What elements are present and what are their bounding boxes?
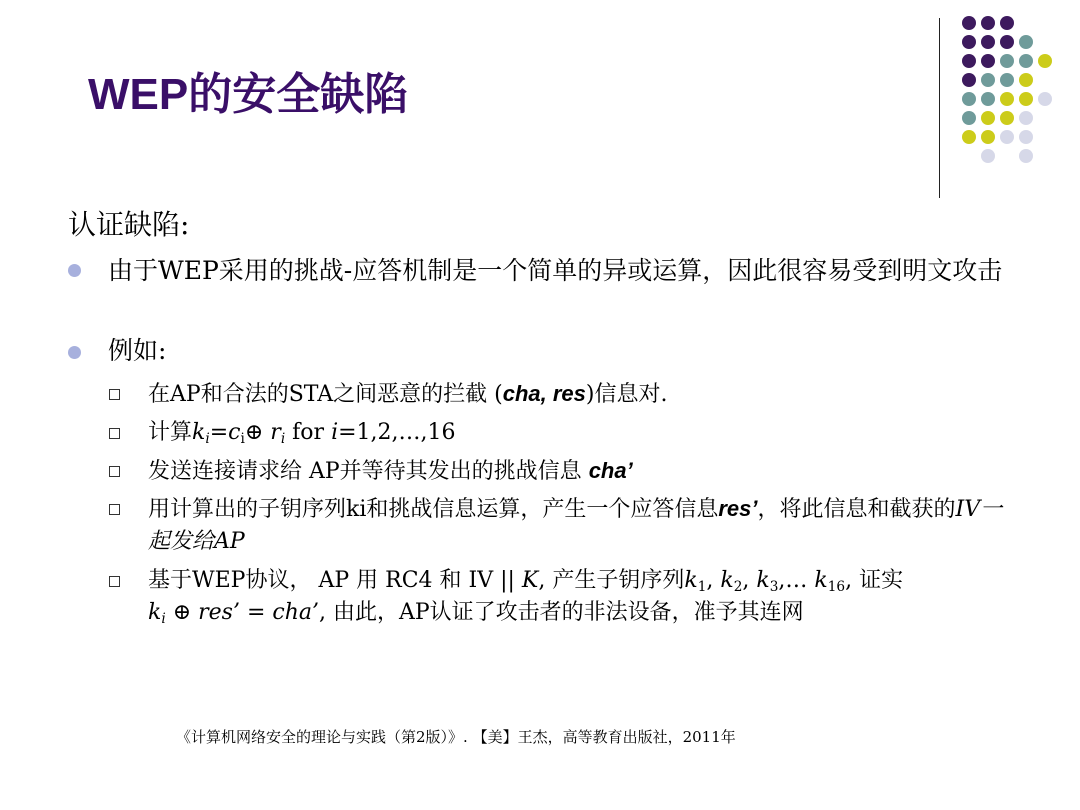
decorative-dot — [1000, 16, 1014, 30]
sub-item-response — [148, 493, 1018, 558]
wep-text-a: 基于WEP协议， AP 用 RC4 和 IV || — [148, 568, 522, 593]
var-ki: k — [148, 600, 162, 625]
var-k3: k — [756, 568, 770, 593]
sub-item-intercept-text-a: 在AP和合法的STA之间恶意的拦截 ( — [148, 382, 503, 407]
sub-item-intercept-text-c: )信息对. — [585, 382, 668, 407]
decorative-dot — [1000, 54, 1014, 68]
decorative-dot — [962, 111, 976, 125]
bullet-text-example: 例如: — [108, 336, 167, 365]
decorative-dot — [1000, 73, 1014, 87]
xor-symbol: ⊕ — [244, 420, 264, 445]
wep-text-tail: , 由此，AP认证了攻击者的非法设备，准予其连网 — [318, 600, 804, 625]
decorative-dot — [981, 16, 995, 30]
decorative-dot — [981, 111, 995, 125]
decorative-dot — [1000, 130, 1014, 144]
decorative-dot — [1038, 92, 1052, 106]
decorative-dot — [1038, 54, 1052, 68]
sub-item-wep-protocol — [148, 565, 1018, 629]
sub-item-compute — [148, 417, 1018, 449]
decorative-dot — [981, 54, 995, 68]
decorative-dot — [981, 73, 995, 87]
decorative-dot — [962, 16, 976, 30]
decorative-dot — [1019, 149, 1033, 163]
checkbox-bullet-icon — [109, 576, 120, 587]
decorative-dot — [981, 92, 995, 106]
decorative-dot — [1000, 92, 1014, 106]
var-k16-index: 16 — [827, 578, 846, 595]
decorative-dot — [1019, 35, 1033, 49]
decorative-dot — [962, 73, 976, 87]
wep-text-c: , 证实 — [845, 568, 904, 593]
decorative-dot — [962, 54, 976, 68]
var-r: r — [270, 420, 281, 445]
xor-symbol-2: ⊕ — [165, 600, 199, 625]
var-r-index: i — [280, 430, 286, 447]
decorative-dot — [1019, 111, 1033, 125]
var-cha: cha’ — [272, 600, 319, 625]
decorative-dot — [981, 149, 995, 163]
checkbox-bullet-icon — [109, 466, 120, 477]
send-request-text: 发送连接请求给 AP并等待其发出的挑战信息 — [148, 459, 589, 484]
sep2: , — [742, 568, 757, 593]
decorative-dot — [1019, 92, 1033, 106]
response-text-c: ，将此信息和截获的 — [757, 497, 956, 522]
var-i: i — [331, 420, 339, 445]
for-word: for — [285, 420, 332, 445]
citation-footer: 《计算机网络安全的理论与实践（第2版）》. 【美】王杰，高等教育出版社，2011年 — [176, 728, 736, 746]
var-k-index: i — [205, 430, 210, 447]
checkbox-bullet-icon — [109, 428, 120, 439]
decorative-dot — [981, 130, 995, 144]
decorative-dot — [962, 130, 976, 144]
sep1: , — [706, 568, 721, 593]
var-c-index: i — [240, 430, 245, 447]
eq-symbol: = — [239, 600, 273, 625]
slide-title: WEP的安全缺陷 — [88, 70, 409, 119]
var-k16: k — [814, 568, 828, 593]
checkbox-bullet-icon — [109, 389, 120, 400]
var-k2-index: 2 — [733, 578, 743, 595]
decorative-dot — [1019, 73, 1033, 87]
var-res: res’ — [198, 600, 240, 625]
section-heading: 认证缺陷: — [68, 208, 190, 241]
response-var: res’ — [718, 496, 758, 521]
bullet-icon — [68, 264, 81, 277]
decorative-dot — [962, 35, 976, 49]
var-k3-index: 3 — [769, 578, 779, 595]
var-eq-c: =c — [209, 420, 241, 445]
decorative-dot — [1019, 130, 1033, 144]
sub-item-intercept — [148, 378, 1018, 411]
sep3: ,… — [778, 568, 815, 593]
decorative-dot — [1000, 35, 1014, 49]
checkbox-bullet-icon — [109, 504, 120, 515]
bullet-text-challenge-response: 由于WEP采用的挑战-应答机制是一个简单的异或运算，因此很容易受到明文攻击 — [108, 256, 1003, 285]
response-text-a: 用计算出的子钥序列ki和挑战信息运算，产生一个应答信息 — [148, 497, 719, 522]
wep-text-b: , 产生子钥序列 — [538, 568, 685, 593]
var-ki-index: i — [161, 610, 166, 627]
challenge-var: cha’ — [588, 458, 633, 483]
range-text: =1,2,…,16 — [338, 420, 456, 445]
var-k2: k — [720, 568, 734, 593]
compute-text: 计算 — [148, 420, 193, 445]
sub-item-intercept-pair: cha, res — [502, 381, 586, 406]
decorative-dot — [962, 92, 976, 106]
var-k: k — [192, 420, 206, 445]
bullet-icon — [68, 346, 81, 359]
var-k1-index: 1 — [697, 578, 707, 595]
var-K: K — [521, 568, 539, 593]
decorative-dot — [1000, 111, 1014, 125]
decorative-dot — [1019, 54, 1033, 68]
var-k1: k — [684, 568, 698, 593]
decorative-dot-grid — [0, 0, 1080, 200]
decorative-dot — [981, 35, 995, 49]
response-text-d: IV一起发给AP — [148, 497, 1003, 554]
sub-item-send-request — [148, 455, 1018, 488]
